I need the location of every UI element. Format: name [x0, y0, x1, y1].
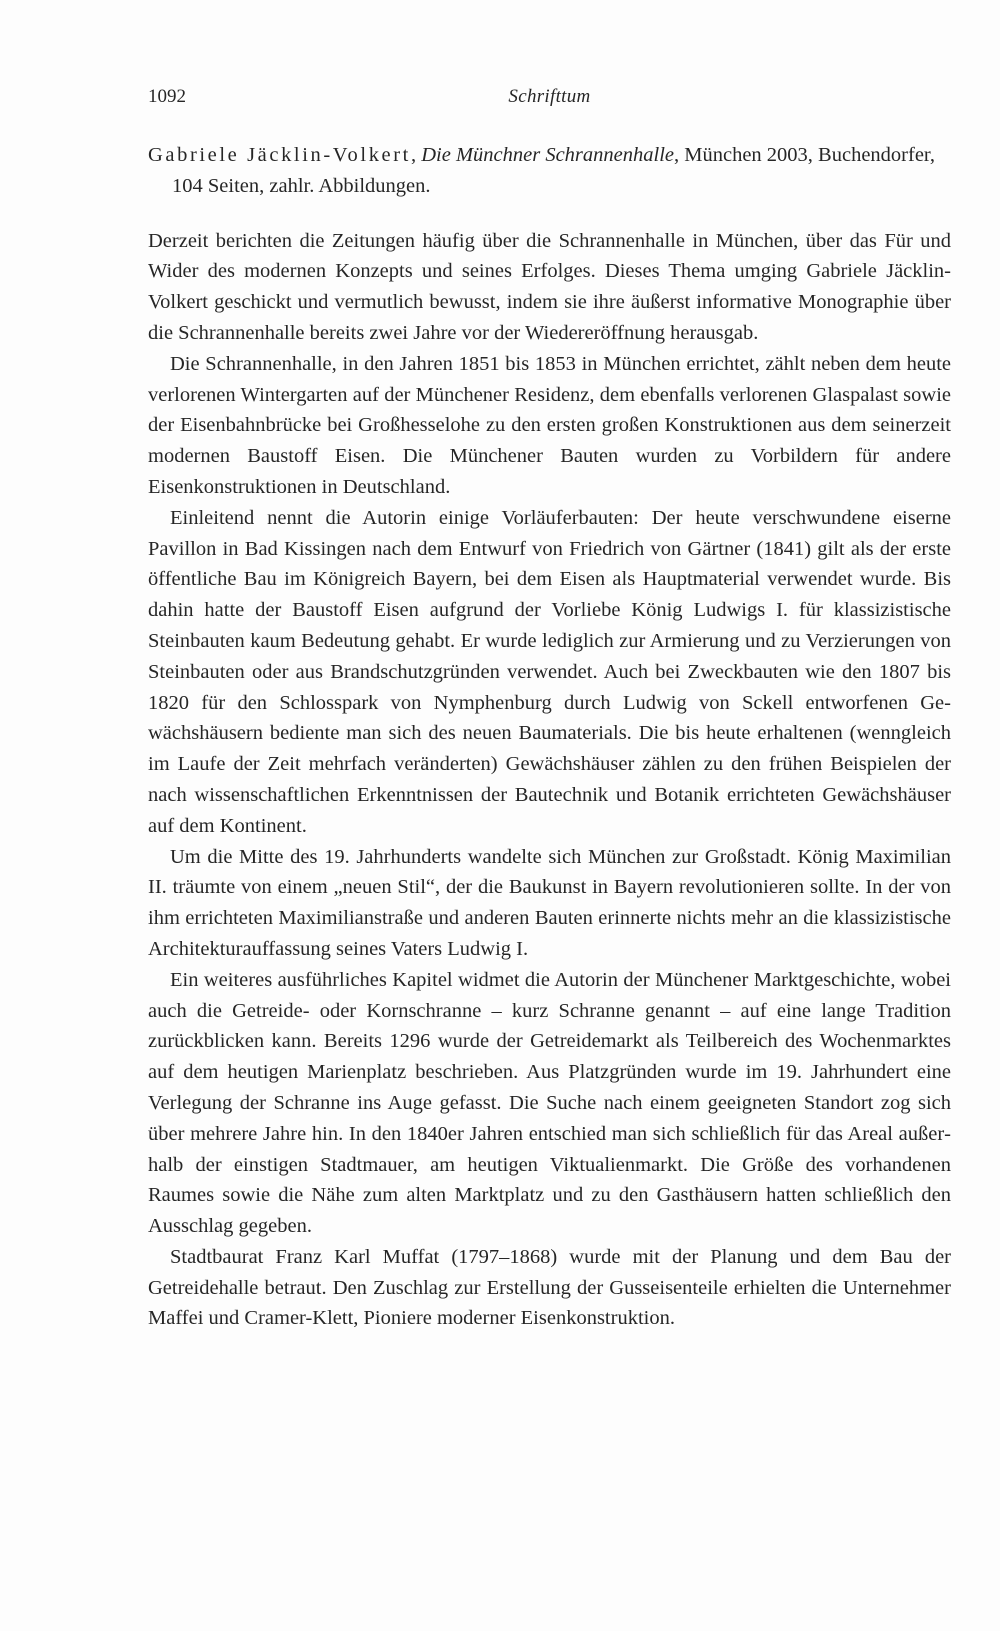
page-number: 1092	[148, 86, 186, 107]
review-publication: , München 2003, Buchendorfer, 104 Seiten, zahlr. Abbildungen.	[172, 144, 936, 197]
paragraph-grossstadt: Um die Mitte des 19. Jahrhunderts wandelte sich München zur Großstadt. König Maximilian II. träumte von einem „neuen Stil“, der die Baukunst in Bayern revolutionieren sollte. In der von ihm errichteten Maximilianstraße und anderen Bauten erinnerte nichts mehr an die klassizistische Architekturauffassung seines Vaters Ludwig I.	[148, 845, 951, 960]
paragraph-vorlaeuferbauten: Einleitend nennt die Autorin einige Vorläuferbauten: Der heute verschwundene eiserne Pavillon in Bad Kissingen nach dem Entwurf von Friedrich von Gärtner (1841) gilt als der erste öffentliche Bau im Königreich Bayern, bei dem Eisen als Hauptmaterial verwendet wurde. Bis dahin hatte der Baustoff Eisen aufgrund der Vorliebe König Ludwigs I. für klassizistische Steinbauten kaum Bedeutung gehabt. Er wurde lediglich zur Armierung und zu Verzierungen von Steinbauten oder aus Brandschutzgründen verwendet. Auch bei Zweckbauten wie den 1807 bis 1820 für den Schlosspark von Nymphenburg durch Ludwig von Sckell entworfenen Gewächshäusern bediente man sich des neuen Baumaterials. Die bis heute erhaltenen (wenngleich im Laufe der Zeit mehrfach veränderten) Gewächshäuser zählen zu den frühen Beispielen der nach wissenschaftlichen Erkenntnissen der Bautechnik und Botanik errichteten Gewächshäuser auf dem Kontinent.	[148, 506, 951, 837]
review-header: Gabriele Jäcklin-Volkert, Die Münchner Schrannenhalle, München 2003, Buchendorfer, 104 Seiten, zahlr. Abbildungen.	[148, 144, 936, 197]
paragraph-intro: Derzeit berichten die Zeitungen häufig über die Schrannenhalle in München, über das Für und Wider des modernen Konzepts und seines Erfolges. Dieses Thema umging Gabriele Jäcklin-Volkert geschickt und vermutlich bewusst, indem sie ihre äußerst informative Monographie über die Schrannenhalle bereits zwei Jahre vor der Wiedereröffnung herausgab.	[148, 229, 951, 344]
review-text	[148, 140, 951, 1334]
section-title: Schrifttum	[508, 86, 591, 107]
paragraph-muffat: Stadtbaurat Franz Karl Muffat (1797–1868) wurde mit der Planung und dem Bau der Getreidehalle betraut. Den Zuschlag zur Erstellung der Gusseisenteile erhielten die Unternehmer Maffei und Cramer-Klett, Pioniere moderner Eisenkonstruktion.	[148, 1245, 951, 1330]
review-book-title: Die Münchner Schrannenhalle	[421, 144, 674, 166]
review-author: Gabriele Jäcklin-Volkert	[148, 144, 411, 166]
paragraph-marktgeschichte: Ein weiteres ausführliches Kapitel widmet die Autorin der Münchener Marktgeschichte, wobei auch die Getreide- oder Kornschranne – kurz Schranne genannt – auf eine lange Tradition zurückblicken kann. Bereits 1296 wurde der Getreidemarkt als Teilbereich des Wochenmarktes auf dem heutigen Marienplatz beschrieben. Aus Platzgründen wurde im 19. Jahrhundert eine Verlegung der Schranne ins Auge gefasst. Die Suche nach einem geeigneten Standort zog sich über mehrere Jahre hin. In den 1840er Jahren entschied man sich schließlich für das Areal außerhalb der einstigen Stadtmauer, am heutigen Viktualienmarkt. Die Größe des vorhandenen Raumes sowie die Nähe zum alten Marktplatz und zu den Gasthäusern hatten schließlich den Ausschlag gegeben.	[148, 968, 951, 1238]
paragraph-schrannenhalle: Die Schrannenhalle, in den Jahren 1851 bis 1853 in München errichtet, zählt neben dem heute verlorenen Wintergarten auf der Münchener Residenz, dem ebenfalls verlorenen Glaspalast sowie der Eisenbahnbrücke bei Großhesselohe zu den ersten großen Konstruktionen aus dem seinerzeit modernen Baustoff Eisen. Die Münchener Bauten wurden zu Vorbildern für andere Eisenkonstruktionen in Deutschland.	[148, 352, 951, 498]
running-head	[148, 86, 951, 116]
